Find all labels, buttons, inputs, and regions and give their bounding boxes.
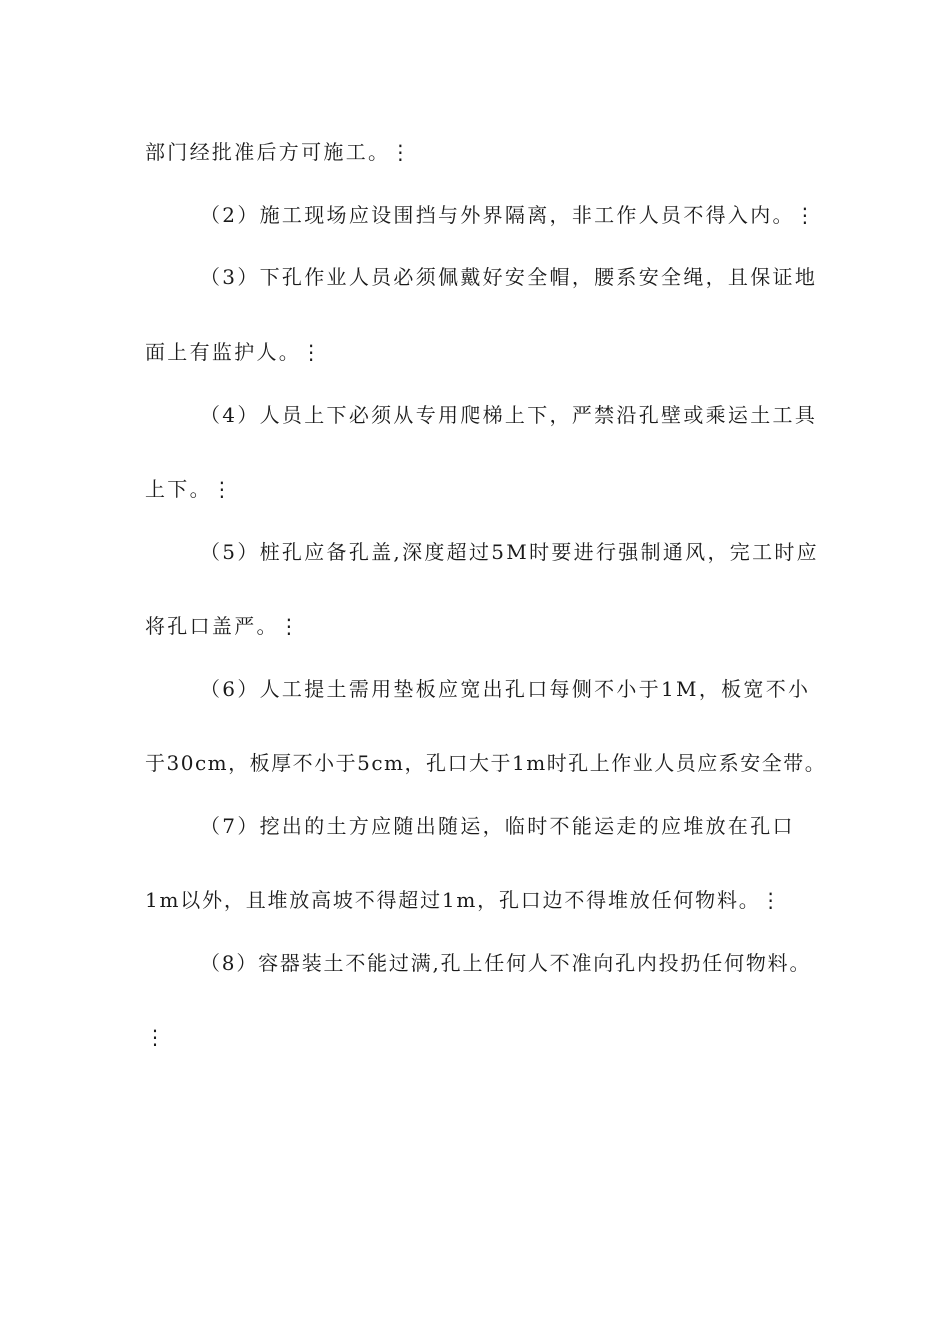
text-line-14 — [145, 1025, 167, 1049]
line-text: 上下。 — [145, 477, 212, 501]
paragraph-mark-icon: ⋮ — [390, 140, 413, 164]
line-text: 1m以外，且堆放高坡不得超过1m，孔口边不得堆放任何物料。 — [145, 888, 761, 912]
text-line-4 — [145, 340, 323, 364]
line-text: 将孔口盖严。 — [145, 614, 279, 638]
text-line-13 — [200, 951, 811, 975]
text-line-2 — [200, 203, 817, 227]
text-line-1 — [145, 140, 413, 164]
line-text: （6）人工提土需用垫板应宽出孔口每侧不小于1M，板宽不小 — [200, 677, 811, 701]
line-text: （2）施工现场应设围挡与外界隔离，非工作人员不得入内。 — [200, 203, 795, 227]
text-line-5 — [200, 403, 817, 427]
paragraph-mark-icon: ⋮ — [760, 888, 783, 912]
paragraph-mark-icon: ⋮ — [278, 614, 302, 638]
line-text: （4）人员上下必须从专用爬梯上下，严禁沿孔壁或乘运土工具 — [200, 403, 818, 427]
text-line-11 — [200, 814, 795, 838]
paragraph-mark-icon: ⋮ — [794, 203, 818, 227]
line-text: （3）下孔作业人员必须佩戴好安全帽，腰系安全绳，且保证地 — [200, 265, 818, 289]
line-text: （8）容器装土不能过满,孔上任何人不准向孔内投扔任何物料。 — [200, 951, 812, 975]
line-text: 面上有监护人。 — [145, 340, 302, 364]
text-line-12 — [145, 888, 782, 912]
text-line-6 — [145, 477, 234, 501]
text-line-7 — [200, 540, 819, 564]
line-text: （5）桩孔应备孔盖,深度超过5M时要进行强制通风，完工时应 — [200, 540, 819, 564]
line-text: 部门经批准后方可施工。 — [145, 140, 391, 164]
paragraph-mark-icon: ⋮ — [211, 477, 235, 501]
line-text: （7）挖出的土方应随出随运，临时不能运走的应堆放在孔口 — [200, 814, 795, 838]
paragraph-mark-icon: ⋮ — [145, 1025, 168, 1049]
text-line-8 — [145, 614, 301, 638]
text-line-3 — [200, 265, 817, 289]
line-text: 于30cm，板厚不小于5cm，孔口大于1m时孔上作业人员应系安全带。 — [145, 751, 827, 775]
text-line-10 — [145, 751, 826, 775]
text-line-9 — [200, 677, 810, 701]
paragraph-mark-icon: ⋮ — [301, 340, 324, 364]
